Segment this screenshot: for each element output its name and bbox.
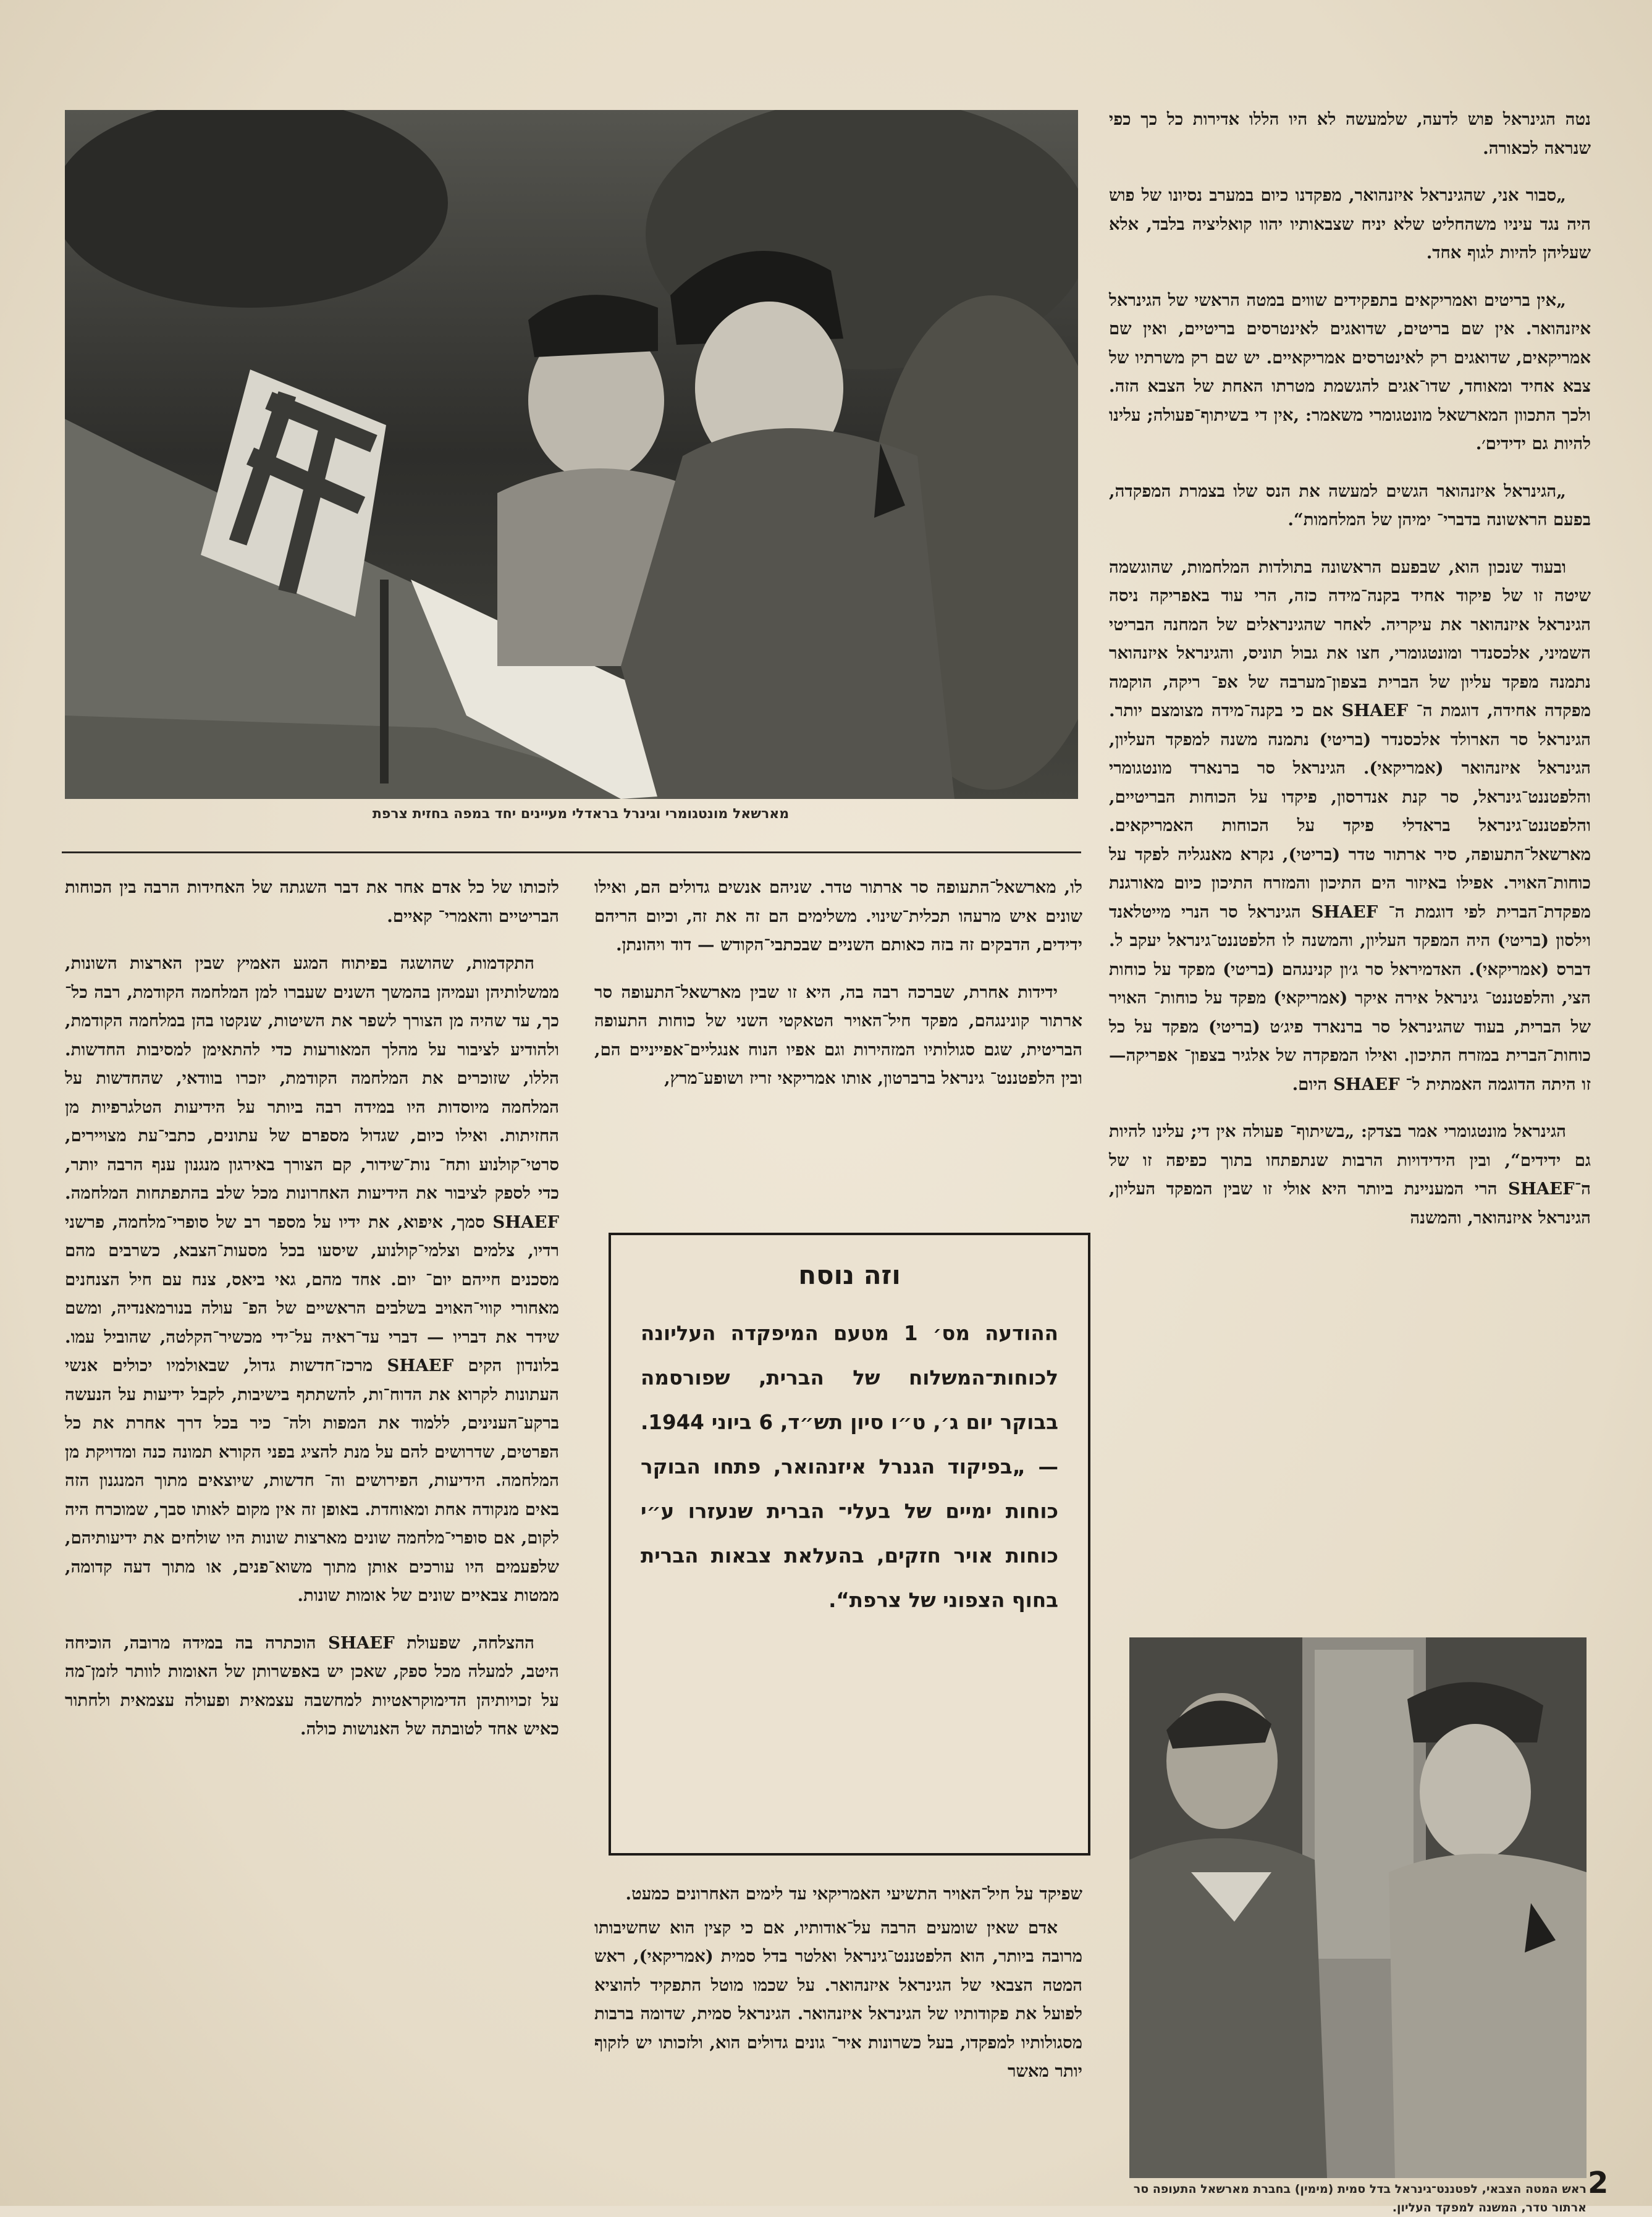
column-left — [65, 873, 559, 1762]
photo-bottom-caption: ראש המטה הצבאי, לפטננט־גינראל בדל סמית (מימין) בחברת מארשאל התעופה סר ארתור טדר, המשנה למפקד העליון. — [1133, 2182, 1587, 2215]
paragraph: „הגינראל איזנהואר הגשים למעשה את הנס שלו בצמרת המפקדה, בפעם הראשונה בדברי־ ימיהן של המלחמות“. — [1109, 481, 1591, 530]
column-middle-top — [594, 873, 1082, 1112]
photo-bedell-smith-tedder-image — [1129, 1637, 1587, 2178]
paragraph: התקדמות, שהושגה בפיתוח המגע האמיץ שבין הארצות השונות, ממשלותיהן ועמיהן בהמשך השנים שעברו למן המלחמה הקודמת, רבה כל־ כך, עד שהיה מן הצורך לשפר את השיטות, שנקטו בהן במלחמה הקודמת, ולהודיע לציבור על מהלך המאורעות כדי להתאימן למסיבות החדשות. הללו, שזוכרים את המלחמה הקודמת, יזכרו בוודאי, שהחדשות על המלחמה מיוסדות היו במידה רבה ביותר על הידיעות הטלגרפיות מן החזיתות. ואילו כיום, שגדול מספרם של עתונים, כתבי־עת מצויירים, סרטי־קולנוע ותח־ נות־שידור, קם הצורך באירגון מנגנון ענף הרבה יותר, כדי לספק לציבור את הידיעות האחרונות מכל שלב בהתפתחות המלחמה. SHAEF סמך, איפוא, את ידיו על מספר רב של סופרי־מלחמה, פרשני רדיו, צלמים וצלמי־קולנוע, שיסעו בכל מסעות־הצבא, כשרבים מהם מסכנים חייהם יום־ יום. אחד מהם, גאי ביאס, צנח עם חיל הצנחנים מאחורי קווי־האויב בשלבים הראשיים של הפ־ עולה בנורמאנדיה, ומשם שידר את דבריו — דברי עד־ראיה על־ידי מכשיר־הקלטה, שהוביל עמו. בלונדון הקים SHAEF מרכז־חדשות גדול, שבאולמיו יכולים אנשי העתונות לקרוא את הדוח־ות, להשתתף בישיבות, לקבל ידיעות על הנעשה ברקע־הענינים, ללמוד את המפות ולה־ כיר בכל דרך אחרת את כל הפרטים, שדרושים להם על מנת להציג בפני הקורא תמונה כנה ומדויקת מן המלחמה. הידיעות, הפירושים וה־ חדשות, שיוצאים מתוך המנגנון הזה באים מנקודה אחת ומאוחדת. באופן זה אין מקום לאותו סבך, שמוכרח היה לקום, אם סופרי־מלחמה שונים מארצות שונות היו שולחים את ידיעותיהם, שלפעמים היו עורכים אותן מתוך משוא־פנים, או מתוך דעה קדומה, ממטות צבאיים שונים של אומות שונות. — [65, 953, 560, 1605]
paragraph: לו, מארשאל־התעופה סר ארתור טדר. שניהם אנשים גדולים הם, ואילו שונים איש מרעהו תכלית־שינוי. משלימים הם זה את זה, וכיום הריהם ידידים, הדבקים זה בזה כאותם השניים שבכתבי־הקודש — דוד ויהונתן. — [594, 877, 1082, 955]
paragraph: „סבור אני, שהגינראל איזנהואר, מפקדנו כיום במערב נסיונו של פוש היה נגד עיניו משהחליט שלא יניח שצבאותיו יהוו קואליציה בלבד, אלא שעליהן להיות לגוף אחד. — [1109, 185, 1591, 263]
page-number: 2 — [1588, 2166, 1609, 2200]
paragraph: שפיקד על חיל־האויר התשיעי האמריקאי עד לימים האחרונים כמעט. — [625, 1884, 1082, 1904]
column-right — [1109, 105, 1591, 1251]
paragraph: נטה הגינראל פוש לדעה, שלמעשה לא היו הללו אדירות כל כך כפי שנראה לכאורה. — [1109, 109, 1591, 158]
photo-montgomery-bradley — [65, 110, 1078, 799]
separator-rule-top — [62, 851, 1081, 853]
paragraph: לזכותו של כל אדם אחר את דבר השגתה של האחידות הרבה בין הכוחות הבריטיים והאמרי־ קאיים. — [65, 877, 559, 926]
photo-montgomery-bradley-image — [65, 110, 1078, 799]
column-middle-bottom — [594, 1880, 1082, 2105]
paragraph: ידידות אחרת, שברכה רבה בה, היא זו שבין מארשאל־התעופה סר ארתור קונינגהם, מפקד חיל־האויר הטאקטי השני של כוחות התעופה הבריטית, שגם סגולותיו המזהירות וגם אפיו הנוח אנגליים־אפייניים הם, ובין הלפטננט־ גינראל ברברטון, אותו אמריקאי זריז ושופע־מרץ, — [594, 982, 1082, 1088]
announcement-text: ההודעה מס׳ 1 מטעם המיפקדה העליונה לכוחות־המשלוח של הברית, שפורסמה בבוקר יום ג׳, ט״ו סיון תש״ד, 6 ביוני 1944. — „בפיקוד הגנרל איזנהואר, פתחו הבוקר כוחות ימיים של בעלי־ הברית שנעזרו ע״י כוחות אויר חזקים, בהעלאת צבאות הברית בחוף הצפוני של צרפת“. — [641, 1322, 1058, 1612]
announcement-box — [609, 1233, 1090, 1856]
announcement-heading: וזה נוסח — [798, 1260, 901, 1290]
photo-bedell-smith-tedder — [1129, 1637, 1587, 2178]
paragraph: ובעוד שנכון הוא, שבפעם הראשונה בתולדות המלחמות, שהוגשמה שיטה זו של פיקוד אחיד בקנה־מידה כזה, הרי עוד באפריקה ניסה הגינראל איזנהואר את עיקריה. לאחר שהגינראלים של המחנה הבריטי השמיני, אלכסנדר ומונטגומרי, חצו את גבול תוניס, והגינראל איזנהואר נתמנה מפקד עליון של הברית בצפון־מערבה של אפ־ ריקה, הוקמה מפקדה אחידה, דוגמת ה־ SHAEF אם כי בקנה־מידה מצומצם יותר. הגינראל סר הארולד אלכסנדר (בריטי) נתמנה משנה למפקד העליון, הגינראל איזנהואר (אמריקאי). הגינראל סר ברנארד מונטגומרי והלפטננט־גינראל, סר קנת אנדרסון, פיקדו על הכוחות הבריטיים, והלפטננט־גינראל בראדלי פיקד על הכוחות האמריקאים. מארשאל־התעופה, סיר ארתור טדר (בריטי), נקרא מאנגליה לפקד על כוחות־האויר. אפילו באיזור הים התיכון והמזרח התיכון כיום מאורגנת מפקדת־הברית לפי דוגמת ה־ SHAEF הגינראל סר הנרי מייטלאנד וילסון (בריטי) היה המפקד העליון, והמשנה לו הלפטננט־גינראל יעקב ל. דברס (אמריקאי). האדמיראל סר ג׳ון קנינגהם (בריטי) מפקד על כוחות הצי, והלפטננט־ גינראל אירה איקר (אמריקאי) מפקד על כוחות־ האויר של הברית, בעוד שהגינראל סר ברנארד פיג׳ט (בריטי) מפקד על כל כוחות־הברית במזרח התיכון. ואילו המפקדה של אלגיר בצפון־ אפריקה—זו היתה הדוגמה האמתית ל־ SHAEF היום. — [1109, 557, 1591, 1094]
photo-top-caption: מארשאל מונטגומרי וגינרל בראדלי מעיינים יחד במפה בחזית צרפת — [372, 806, 790, 822]
paragraph: ההצלחה, שפעולת SHAEF הוכתרה בה במידה מרובה, הוכיחה היטב, למעלה מכל ספק, שאכן יש באפשרותן של האומות לוותר לזמן־מה על זכויותיהן הדימוקראטיות למחשבה עצמאית ופעולה עצמאית ולחתור כאיש אחד לטובתה של האנושות כולה. — [65, 1632, 559, 1739]
paragraph: „אין בריטים ואמריקאים בתפקידים שווים במטה הראשי של הגינראל איזנהואר. אין שם בריטים, שדואגים לאינטרסים בריטיים, ואין שם אמריקאים, שדואגים רק לאינטרסים אמריקאיים. יש שם רק משרתיו של צבא אחיד ומאוחד, שדו־אגים להגשמת מטרתו האחת של הצבא הזה. ולכך התכוון המארשאל מונטגומרי משאמר: ,אין די בשיתוף־פעולה; עלינו להיות גם ידידים׳. — [1109, 290, 1591, 454]
paragraph: אדם שאין שומעים הרבה על־אודותיו, אם כי קצין הוא שחשיבותו מרובה ביותר, הוא הלפטננט־גינראל ואלטר בדל סמית (אמריקאי), ראש המטה הצבאי של הגינראל איזנהואר. על שכמו מוטל התפקיד להוציא לפועל את פקודותיו של הגינראל איזנהואר. הגינראל סמית, שדומה ברבות מסגולותיו למפקדו, בעל כשרונות איר־ גונים גדולים הוא, ולזכותו יש לזקוף יותר מאשר — [594, 1917, 1082, 2081]
paragraph: הגינראל מונטגומרי אמר בצדק: „בשיתוף־ פעולה אין די; עלינו להיות גם ידידים“, ובין הידידויות הרבות שנתפתחו בתוך כפיפה זו של ה־SHAEF הרי המעניינת ביותר היא אולי זו שבין המפקד העליון, הגינראל איזנהואר, והמשנה — [1109, 1121, 1591, 1228]
